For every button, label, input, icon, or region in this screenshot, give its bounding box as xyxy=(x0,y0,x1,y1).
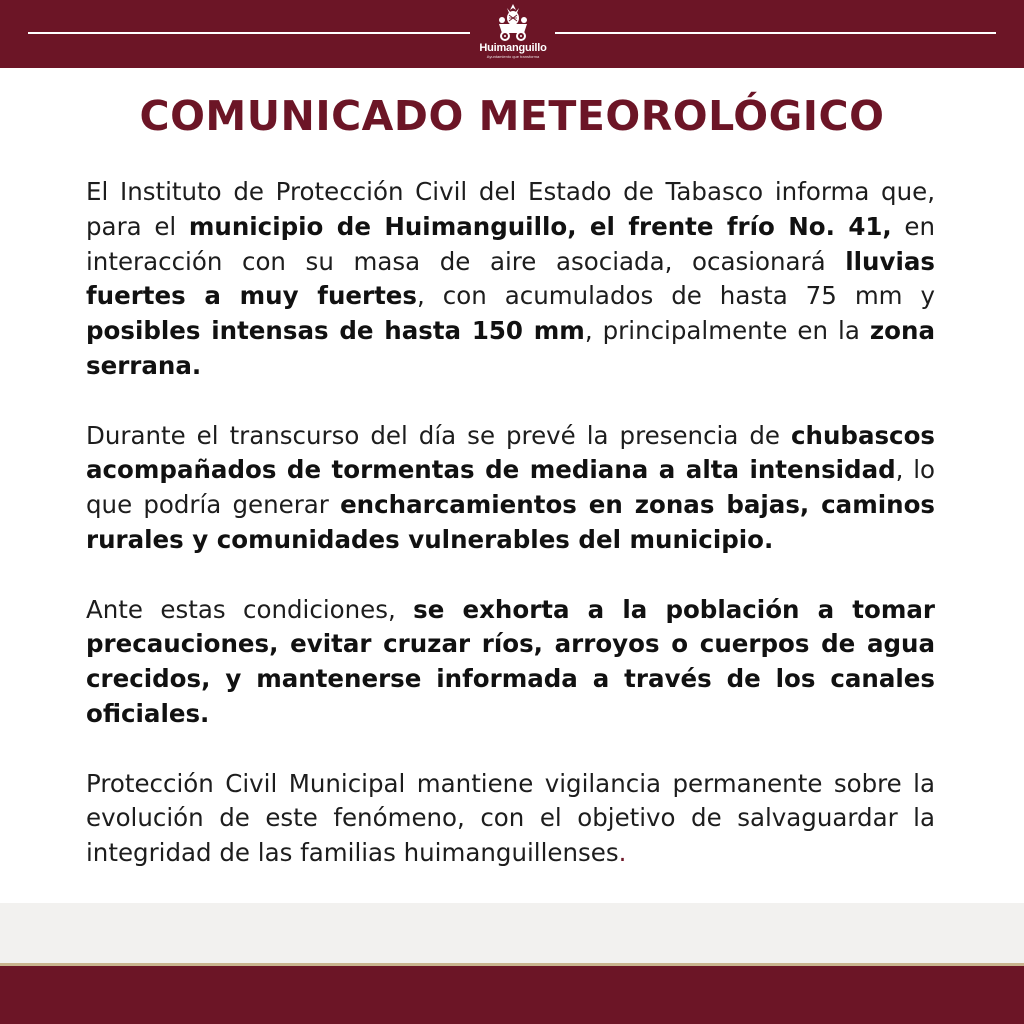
highlighted-text: encharcamientos en zonas bajas, caminos rurales y comunidades vulnerables del municipio. xyxy=(86,490,935,554)
paragraph-1 xyxy=(86,175,935,384)
footer-light-band xyxy=(0,903,1024,963)
footer-band xyxy=(0,966,1024,1024)
page-title: COMUNICADO METEOROLÓGICO xyxy=(139,92,885,140)
body-text: . xyxy=(618,838,627,868)
municipal-logo xyxy=(470,2,556,68)
body-text: en interacción con su masa de aire asociada, ocasionará xyxy=(86,211,936,276)
highlighted-text: posibles intensas de hasta 150 mm xyxy=(86,316,585,346)
highlighted-text: chubascos acompañados de tormentas de mediana a alta intensidad xyxy=(86,420,935,485)
body-text: , lo que podría generar xyxy=(86,455,936,520)
body-text: El Instituto de Protección Civil del Estado de Tabasco informa que, para el xyxy=(86,177,935,241)
highlighted-text: municipio de Huimanguillo, el frente frío No. 41, xyxy=(188,211,892,241)
highlighted-text: se exhorta a la población a tomar precauciones, evitar cruzar ríos, arroyos o cuerpos de agua crecidos, y mantenerse informada a través de los canales oficiales. xyxy=(86,594,935,728)
pineapple-cart-icon xyxy=(490,2,536,42)
body-text: Protección Civil Municipal mantiene vigilancia permanente sobre la evolución de este fenómeno, con el objetivo de salvaguardar la integridad de las familias huimanguillenses xyxy=(86,768,935,868)
logo-slogan: Ayuntamiento que transforma xyxy=(486,54,540,59)
highlighted-text: zona serrana. xyxy=(86,316,935,380)
highlighted-text: lluvias fuertes a muy fuertes xyxy=(86,246,935,311)
header-band xyxy=(0,0,1024,68)
header-rule-left xyxy=(28,32,470,34)
body-text: , con acumulados de hasta 75 mm y xyxy=(417,281,936,311)
paragraph-2 xyxy=(86,419,935,558)
body-text: , principalmente en la xyxy=(584,316,870,346)
logo-name: Huimanguillo xyxy=(479,42,547,54)
body-text: Durante el transcurso del día se prevé la presencia de xyxy=(86,420,791,450)
paragraph-4 xyxy=(86,767,935,871)
paragraph-3 xyxy=(86,593,935,732)
header-rule-right xyxy=(555,32,996,34)
body-text: Ante estas condiciones, xyxy=(86,594,414,624)
communique-text xyxy=(86,175,935,906)
